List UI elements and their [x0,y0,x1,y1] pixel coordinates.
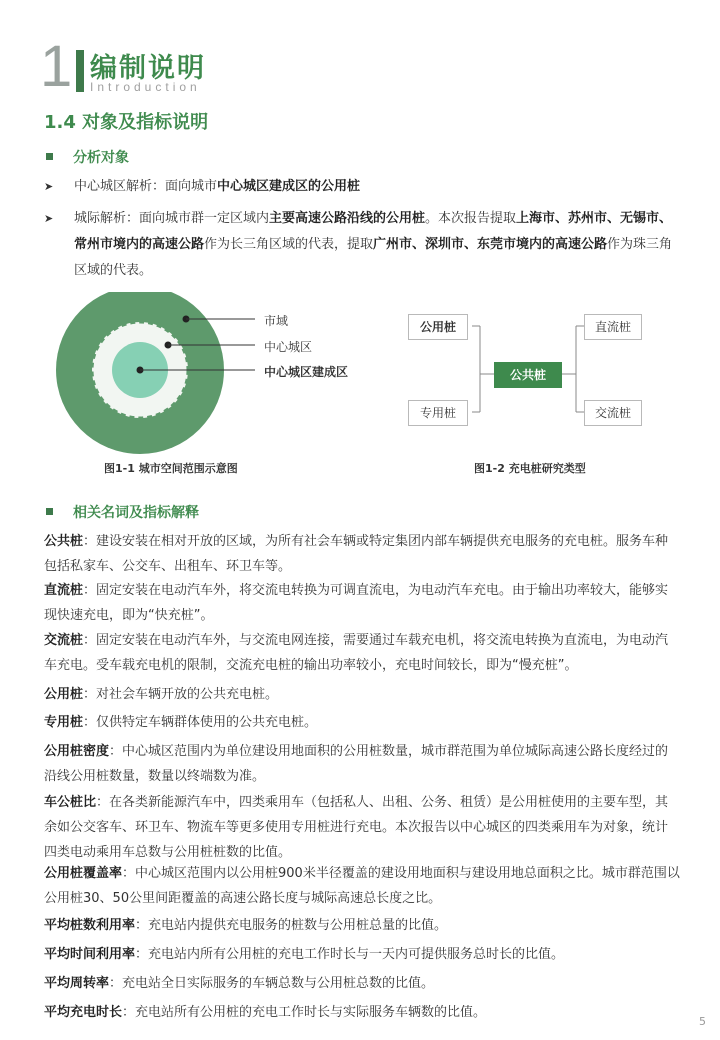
term-dedicated-pile [44,710,680,735]
bullet2-bold-1: 主要高速公路沿线的公用桩 [269,211,426,226]
term-label: 交流桩 [44,633,84,648]
figure1-caption: 图1-1 城市空间范围示意图 [104,462,238,475]
term-definition: ：固定安装在电动汽车外，将交流电转换为可调直流电，为电动汽车充电。由于输出功率较大，能够实现快速充电，即为“快充桩”。 [44,583,669,623]
term-pile-density [44,739,680,789]
term-label: 公用桩密度 [44,744,110,759]
bullet-item-intercity [44,206,678,284]
arrow-bullet-icon: ➤ [44,180,54,193]
square-bullet-icon [46,153,53,160]
arrow-bullet-icon: ➤ [44,212,54,225]
figure2-caption: 图1-2 充电桩研究类型 [474,462,586,475]
bullet1-bold: 中心城区建成区的公用桩 [217,179,361,194]
chapter-accent-bar [76,50,84,92]
term-avg-time-utilization [44,942,680,967]
box-ac-pile: 交流桩 [584,400,642,426]
bullet2-text-2: 。本次报告提取 [425,211,517,226]
bullet-item-central [44,174,678,200]
box-public-pile: 公共桩 [494,362,562,388]
bullet2-bold-3: 广州市、深圳市、东莞市境内的高速公路 [373,237,608,252]
chapter-subtitle: Introduction [90,80,201,94]
label-city: 市域 [264,314,289,328]
label-built: 中心城区建成区 [264,365,349,379]
term-definition: ：充电站内提供充电服务的桩数与公用桩总量的比值。 [135,918,448,933]
term-definition: ：对社会车辆开放的公共充电桩。 [83,687,279,702]
box-dedicated-pile: 专用桩 [408,400,468,426]
analysis-heading [46,147,129,167]
box-dc-pile: 直流桩 [584,314,642,340]
term-label: 专用桩 [44,715,84,730]
bullet2-text-3: 作为长三角区域的代表，提取 [204,237,374,252]
terms-heading-text: 相关名词及指标解释 [73,505,199,521]
term-definition: ：充电站所有公用桩的充电工作时长与实际服务车辆数的比值。 [122,1005,487,1020]
term-label: 直流桩 [44,583,84,598]
bullet1-text: 中心城区解析：面向城市 [74,179,218,194]
term-avg-charging-duration [44,1000,680,1025]
term-avg-turnover [44,971,680,996]
term-label: 平均桩数利用率 [44,918,136,933]
term-definition: ：在各类新能源汽车中，四类乘用车（包括私人、出租、公务、租赁）是公用桩使用的主要车型，其余如公交客车、环卫车、物流车等更多使用专用桩进行充电。本次报告以中心城区的四类乘用车为对象，统计四类电动乘用车总数与公用桩桩数的比值。 [44,795,669,860]
term-ac-pile [44,628,680,678]
term-definition: ：建设安装在相对开放的区域，为所有社会车辆或特定集团内部车辆提供充电服务的充电桩。服务车种包括私家车、公交车、出租车、环卫车等。 [44,534,669,574]
term-label: 平均充电时长 [44,1005,123,1020]
term-coverage-rate [44,861,680,911]
analysis-heading-text: 分析对象 [73,150,129,166]
box-public-use-pile: 公用桩 [408,314,468,340]
page-number: 5 [699,1015,706,1028]
chapter-number: 1 [40,34,73,99]
term-dc-pile [44,578,680,628]
term-avg-pile-utilization [44,913,680,938]
bullet2-text-1: 城际解析：面向城市群一定区域内 [74,211,270,226]
term-definition: ：中心城区范围内以公用桩900米半径覆盖的建设用地面积与建设用地总面积之比。城市群范围以公用桩30、50公里间距覆盖的高速公路长度与城际高速总长度之比。 [44,866,680,906]
section-title: 1.4 对象及指标说明 [44,112,209,133]
term-label: 公共桩 [44,534,84,549]
term-label: 平均时间利用率 [44,947,136,962]
terms-heading [46,502,199,522]
term-label: 公用桩覆盖率 [44,866,123,881]
term-vehicle-pile-ratio [44,790,680,865]
bullet2-bold-2: 上海市、苏州市、无锡市、常州市境内的高速公路 [74,211,673,252]
term-definition: ：仅供特定车辆群体使用的公共充电桩。 [83,715,318,730]
term-label: 车公桩比 [44,795,97,810]
term-label: 公用桩 [44,687,84,702]
term-definition: ：充电站全日实际服务的车辆总数与公用桩总数的比值。 [109,976,435,991]
term-definition: ：中心城区范围内为单位建设用地面积的公用桩数量，城市群范围为单位城际高速公路长度经过的沿线公用桩数量，数量以终端数为准。 [44,744,669,784]
bullet2-text-4: 作为珠三角区域的代表。 [74,237,673,278]
term-public-pile [44,529,680,579]
chapter-title: 编制说明 [90,53,206,84]
term-label: 平均周转率 [44,976,110,991]
label-central: 中心城区 [264,340,313,354]
term-public-use-pile [44,682,680,707]
term-definition: ：固定安装在电动汽车外，与交流电网连接，需要通过车载充电机，将交流电转换为直流电，为电动汽车充电。受车载充电机的限制，交流充电桩的输出功率较小，充电时间较长，即为“慢充桩”。 [44,633,669,673]
square-bullet-icon [46,508,53,515]
term-definition: ：充电站内所有公用桩的充电工作时长与一天内可提供服务总时长的比值。 [135,947,565,962]
